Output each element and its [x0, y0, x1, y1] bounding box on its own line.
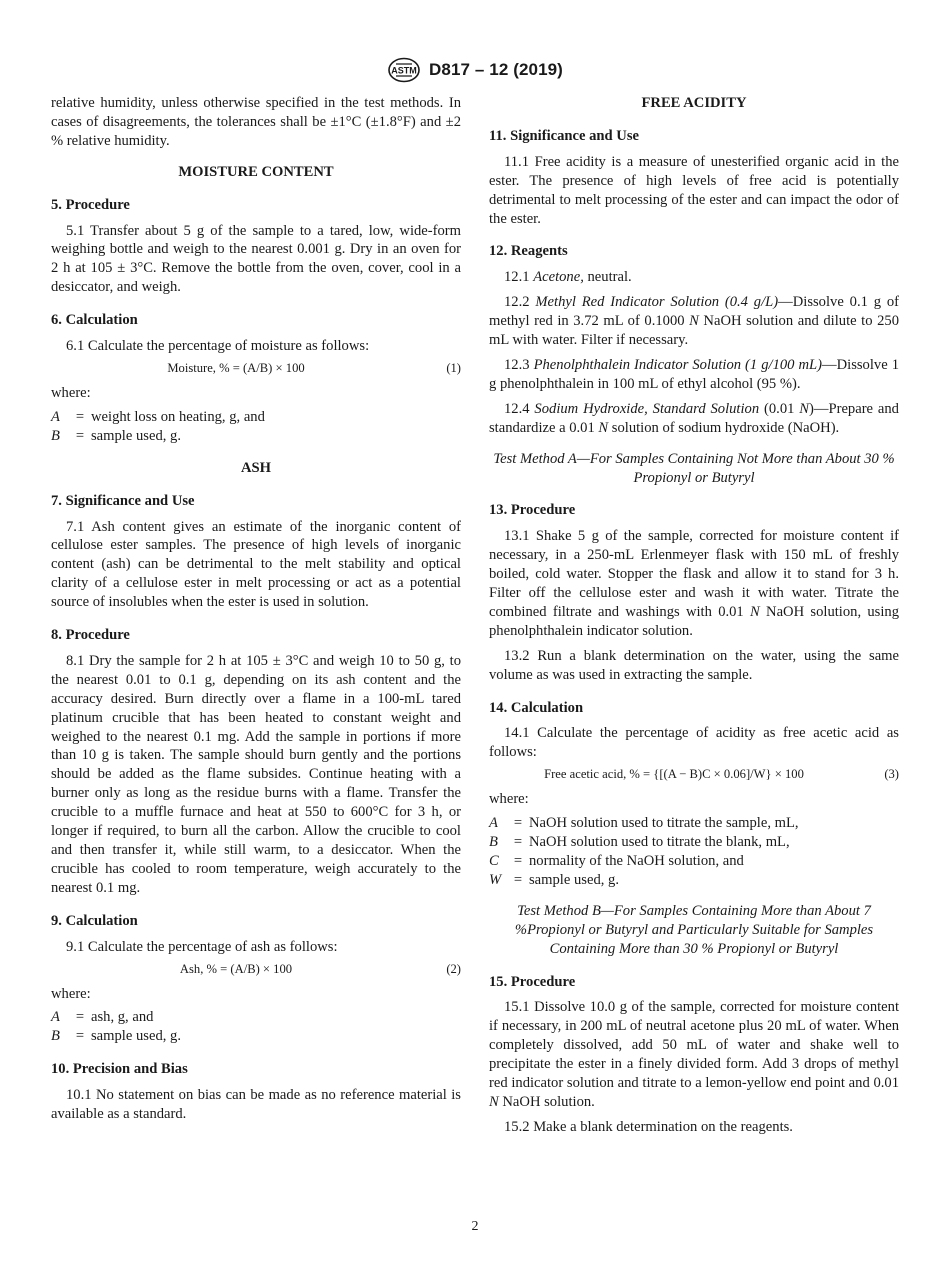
section-15-1-text-a: 15.1 Dissolve 10.0 g of the sample, corrected for moisture content if necessary, in 200 mL of neutral acetone plus 20 mL of water. When completely dissolved, add 50 mL of water and shake well to precipitate the ester in a finely divided form. Add 3 drops of methyl red indicator solution and titrate to a lemon-yellow end point and 0.01: [489, 999, 899, 1092]
left-column: [51, 94, 461, 1124]
section-12-title: 12. Reagents: [489, 243, 568, 260]
section-13-1-text-a: 13.1 Shake 5 g of the sample, corrected for moisture content if necessary, in a 250-mL Erlenmeyer flask with 150 mL of freshly boiled, cold water. Stopper the flask and allow it to stand for 3 h. Filter off the cellulose ester and wash it with water. Titrate the combined filtrate and washings with 0.01: [489, 528, 899, 620]
equation-1: [51, 360, 461, 376]
where-equals: =: [513, 853, 523, 869]
section-12-1-number: 12.1: [504, 269, 530, 286]
where-symbol: A: [489, 815, 498, 832]
where-equals: =: [513, 871, 523, 888]
section-12-1-text: neutral.: [583, 269, 632, 286]
section-8-title: 8. Procedure: [51, 627, 130, 644]
section-6-1: 6.1 Calculate the percentage of moisture as follows:: [66, 338, 370, 355]
where-list-3: [489, 814, 899, 890]
where-symbol: B: [51, 1028, 60, 1045]
page-header: [0, 56, 950, 84]
normality-symbol: N: [689, 313, 699, 330]
where-equals: =: [513, 815, 523, 832]
section-8-1: 8.1 Dry the sample for 2 h at 105 ± 3°C and weigh 10 to 50 g, to the nearest 0.01 to 0.1 g, depending on its ash content and the accuracy desired. Burn directly over a flame in a 100-mL tared platinum crucible that has been heated to constant weight and weighed to the nearest 0.1 mg. Add the sample in portions if more than 10 g is taken. The sample should burn gently and the portions should be added as the flame subsides. Continue heating with a burner only as long as the residue burns with a flame. Transfer the crucible to a muffle furnace and heat at 550 to 600°C for 3 h, or longer if required, to burn all the carbon. Allow the crucible to cool and then transfer it, while still warm, to a desiccator. When the crucible has cooled to room temperature, weigh accurately to the nearest 0.1 mg.: [51, 652, 461, 896]
right-column: [489, 94, 899, 1137]
section-13-2: 13.2 Run a blank determination on the water, using the same volume as was used in extracting the sample.: [489, 647, 899, 683]
methyl-red-term: Methyl Red Indicator Solution (0.4 g/L): [535, 294, 779, 311]
section-15-1: [489, 998, 899, 1111]
where-label-2: where:: [51, 985, 91, 1002]
where-description: sample used, g.: [91, 427, 181, 444]
section-5-title: 5. Procedure: [51, 196, 130, 213]
section-13-1-text-b: NaOH solution, using phenolphthalein indicator solution.: [489, 603, 899, 639]
equation-2: [51, 961, 461, 977]
acetone-term: Acetone,: [533, 269, 584, 286]
section-7-1: 7.1 Ash content gives an estimate of the inorganic content of cellulose ester samples. The presence of high levels of inorganic content (ash) can be detrimental to the melt stability and optical clarity of a cellulose ester in melt processing or act as a potential source of insolubles when the ester is used in solution.: [51, 518, 461, 611]
section-10-1: 10.1 No statement on bias can be made as no reference material is available as a standard.: [51, 1087, 461, 1123]
standard-designation: D817 – 12 (2019): [429, 60, 563, 79]
where-label-3: where:: [489, 791, 529, 808]
where-description: weight loss on heating, g, and: [91, 408, 265, 425]
intro-paragraph: relative humidity, unless otherwise specified in the test methods. In cases of disagreements, the tolerances shall be ±1°C (±1.8°F) and ±2 % relative humidity.: [51, 95, 461, 149]
where-list-1: [51, 408, 461, 446]
equation-1-number: (1): [446, 360, 461, 375]
normality-symbol: N: [489, 1093, 499, 1110]
normality-symbol: N: [799, 400, 810, 417]
section-12-4-number: 12.4: [504, 400, 530, 417]
section-6-title: 6. Calculation: [51, 312, 138, 329]
section-11-title: 11. Significance and Use: [489, 127, 640, 144]
where-description: NaOH solution used to titrate the blank, mL,: [529, 834, 790, 851]
normality-symbol: N: [750, 603, 760, 620]
where-equals: =: [75, 1009, 85, 1026]
section-12-4: [489, 400, 899, 438]
moisture-content-heading: MOISTURE CONTENT: [178, 163, 334, 180]
where-symbol: B: [51, 427, 60, 444]
equation-2-expression: Ash, % = (A/B) × 100: [179, 961, 293, 976]
where-label-1: where:: [51, 384, 91, 401]
section-12-3-text: —Dissolve 1 g phenolphthalein in 100 mL of ethyl alcohol (95 %).: [489, 356, 900, 392]
where-symbol: C: [489, 853, 499, 869]
section-12-4-text-a: (0.01: [759, 400, 800, 417]
phenolphthalein-term: Phenolphthalein Indicator Solution (1 g/100 mL): [533, 356, 823, 373]
section-14-title: 14. Calculation: [489, 699, 584, 716]
where-symbol: W: [489, 871, 502, 888]
section-15-2: 15.2 Make a blank determination on the reagents.: [504, 1118, 793, 1135]
section-9-1: 9.1 Calculate the percentage of ash as follows:: [66, 938, 338, 955]
section-12-1: [489, 268, 899, 287]
where-equals: =: [75, 1028, 85, 1045]
section-12-3-number: 12.3: [504, 356, 530, 373]
free-acidity-heading: FREE ACIDITY: [641, 95, 747, 111]
test-method-a-title: Test Method A—For Samples Containing Not More than About 30 % Propionyl or Butyryl: [493, 450, 895, 486]
where-equals: =: [75, 408, 85, 425]
section-15-1-text-b: NaOH solution.: [498, 1093, 595, 1110]
page-number: 2: [471, 1219, 479, 1234]
equation-1-expression: Moisture, % = (A/B) × 100: [167, 360, 305, 375]
section-12-3: [489, 356, 899, 394]
section-13-title: 13. Procedure: [489, 502, 576, 519]
section-12-2-number: 12.2: [504, 294, 530, 311]
equation-3-expression: Free acetic acid, % = {[(A − B)C × 0.06]/W} × 100: [544, 767, 804, 782]
where-equals: =: [513, 834, 523, 851]
section-12-2: [489, 293, 899, 350]
equation-2-number: (2): [446, 961, 461, 976]
section-10-title: 10. Precision and Bias: [51, 1061, 188, 1078]
where-symbol: B: [489, 834, 498, 851]
ash-heading: ASH: [240, 459, 271, 476]
section-11-1: 11.1 Free acidity is a measure of unesterified organic acid in the ester. The presence of high levels of free acid is potentially detrimental to melt processing of the ester and can impact the odor of the ester.: [489, 153, 899, 227]
where-description: ash, g, and: [91, 1009, 154, 1026]
where-description: NaOH solution used to titrate the sample, mL,: [529, 815, 799, 832]
section-12-2-text-b: NaOH solution and dilute to 250 mL with water. Filter if necessary.: [489, 313, 899, 349]
section-12-2-text-a: —Dissolve 0.1 g of methyl red in 3.72 mL of 0.1000: [489, 294, 899, 330]
section-5-1: 5.1 Transfer about 5 g of the sample to a tared, low, wide-form weighing bottle and weigh to the nearest 0.001 g. Dry in an oven for 2 h at 105 ± 3°C. Remove the bottle from the oven, cover, cool in a desiccator, and weigh.: [51, 222, 461, 296]
section-12-4-text-b: )—Prepare and standardize a 0.01: [489, 400, 899, 436]
test-method-b-title: Test Method B—For Samples Containing More than About 7 %Propionyl or Butyryl and Particularly Suitable for Samples Containing More than 30 % Propionyl or Butyryl: [514, 902, 874, 957]
normality-symbol: N: [598, 419, 609, 436]
equation-3-number: (3): [884, 767, 899, 782]
section-12-4-text-c: solution of sodium hydroxide (NaOH).: [608, 419, 840, 436]
where-list-2: [51, 1008, 461, 1046]
where-symbol: A: [51, 1009, 60, 1026]
sodium-hydroxide-term: Sodium Hydroxide, Standard Solution: [534, 400, 760, 417]
astm-logo-icon: [387, 57, 421, 83]
where-description: sample used, g.: [529, 871, 619, 888]
where-symbol: A: [51, 408, 60, 425]
where-equals: =: [75, 427, 85, 444]
equation-3: [489, 766, 899, 782]
section-9-title: 9. Calculation: [51, 912, 138, 929]
where-description: normality of the NaOH solution, and: [529, 853, 744, 869]
section-13-1: [489, 527, 899, 640]
astm-logo-text: ASTM: [391, 65, 417, 76]
section-15-title: 15. Procedure: [489, 973, 576, 990]
where-description: sample used, g.: [91, 1028, 181, 1045]
section-14-1: 14.1 Calculate the percentage of acidity as free acetic acid as follows:: [489, 725, 899, 761]
section-7-title: 7. Significance and Use: [51, 492, 195, 509]
